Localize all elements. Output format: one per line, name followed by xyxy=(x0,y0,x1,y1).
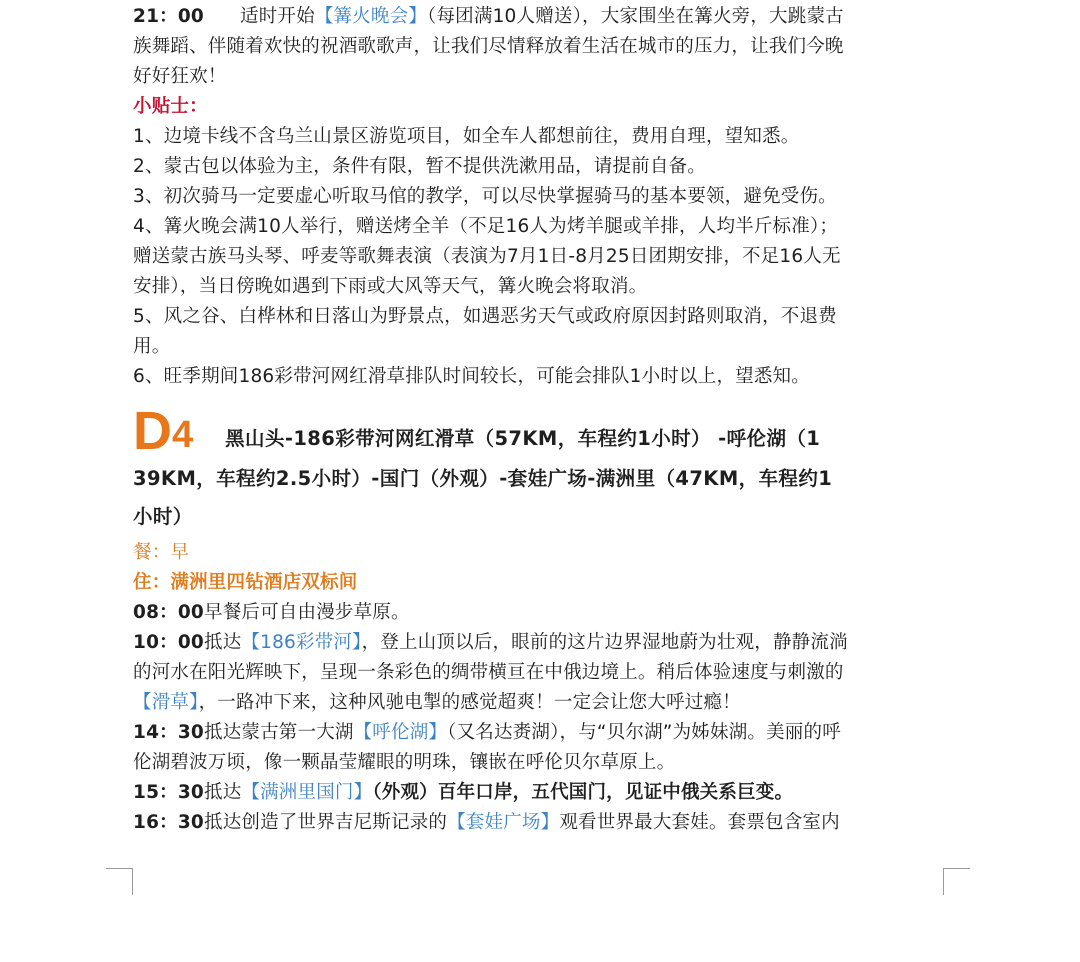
crop-mark-left xyxy=(106,868,133,895)
schedule-text: 抵达 xyxy=(204,782,242,803)
tip-item: 1、边境卡线不含乌兰山景区游览项目，如全车人都想前往，费用自理，望知悉。 xyxy=(133,126,800,147)
tip-item: 用。 xyxy=(133,336,171,357)
schedule-entry xyxy=(133,598,945,628)
day4-header xyxy=(133,401,945,536)
day-tag-letter: D xyxy=(133,401,170,461)
itinerary-page xyxy=(133,0,945,838)
schedule-text: 伦湖碧波万顷，像一颗晶莹耀眼的明珠，镶嵌在呼伦贝尔草原上。 xyxy=(133,752,676,773)
schedule-text: 的河水在阳光辉映下，呈现一条彩色的绸带横亘在中俄边境上。稍后体验速度与刺激的 xyxy=(133,662,844,683)
tip-item: 2、蒙古包以体验为主，条件有限，暂不提供洗漱用品，请提前自备。 xyxy=(133,156,706,177)
schedule-text: 早餐后可自由漫步草原。 xyxy=(204,602,410,623)
schedule-entry xyxy=(133,778,945,808)
schedule-text: 抵达蒙古第一大湖 xyxy=(204,722,354,743)
evening-paragraph xyxy=(133,2,945,92)
meal-info: 餐：早 xyxy=(133,542,190,563)
day4-title-line-2: 39KM，车程约2.5小时）-国门（外观）-套娃广场-满洲里（47KM，车程约1 xyxy=(133,467,833,490)
evening-line-3: 好好狂欢！ xyxy=(133,66,227,87)
day-tag-number: 4 xyxy=(172,414,192,456)
schedule-text: （又名达赉湖），与“贝尔湖”为姊妹湖。美丽的呼 xyxy=(447,722,841,743)
place-guomen: 【满洲里国门】 xyxy=(241,782,373,803)
day4-title-line-3: 小时） xyxy=(133,505,193,528)
schedule-entry xyxy=(133,628,945,658)
schedule-text: 抵达 xyxy=(204,632,242,653)
evening-pre: 适时开始 xyxy=(240,6,315,27)
place-huacao: 【滑草】 xyxy=(133,692,199,713)
bonfire-link: 【篝火晚会】 xyxy=(314,6,428,27)
tips-heading: 小贴士： xyxy=(133,96,208,117)
crop-mark-right xyxy=(943,868,970,895)
schedule-time: 10：00 xyxy=(133,632,204,653)
day-tag xyxy=(133,401,191,461)
tip-item: 3、初次骑马一定要虚心听取马倌的教学，可以尽快掌握骑马的基本要领，避免受伤。 xyxy=(133,186,837,207)
evening-rest: （每团满10人赠送），大家围坐在篝火旁，大跳蒙古 xyxy=(427,6,844,27)
schedule-text: ，一路冲下来，这种风驰电掣的感觉超爽！一定会让您大呼过瘾！ xyxy=(198,692,741,713)
schedule-time: 08：00 xyxy=(133,602,204,623)
day4-schedule xyxy=(133,598,945,838)
tip-item: 6、旺季期间186彩带河网红滑草排队时间较长，可能会排队1小时以上，望悉知。 xyxy=(133,366,810,387)
tip-item: 安排），当日傍晚如遇到下雨或大风等天气，篝火晚会将取消。 xyxy=(133,276,648,297)
schedule-text: （外观）百年口岸，五代国门，见证中俄关系巨变。 xyxy=(372,782,794,803)
schedule-time: 14：30 xyxy=(133,722,204,743)
schedule-text: ，登上山顶以后，眼前的这片边界湿地蔚为壮观，静静流淌 xyxy=(361,632,848,653)
evening-line-2: 族舞蹈、伴随着欢快的祝酒歌歌声，让我们尽情释放着生活在城市的压力，让我们今晚 xyxy=(133,36,844,57)
schedule-time: 15：30 xyxy=(133,782,204,803)
schedule-entry xyxy=(133,808,945,838)
schedule-entry xyxy=(133,688,945,718)
tip-item: 赠送蒙古族马头琴、呼麦等歌舞表演（表演为7月1日-8月25日团期安排，不足16人无 xyxy=(133,246,841,267)
schedule-entry xyxy=(133,718,945,748)
hotel-info: 住：满洲里四钻酒店双标间 xyxy=(133,572,358,593)
place-caidaihe: 【186彩带河】 xyxy=(241,632,362,653)
place-taowa: 【套娃广场】 xyxy=(447,812,560,833)
day4-title-line-1: 黑山头-186彩带河网红滑草（57KM，车程约1小时） -呼伦湖（1 xyxy=(225,427,821,450)
tips-section xyxy=(133,92,945,392)
schedule-text: 抵达创造了世界吉尼斯记录的 xyxy=(204,812,448,833)
schedule-text: 观看世界最大套娃。套票包含室内 xyxy=(559,812,840,833)
evening-time: 21：00 xyxy=(133,6,204,27)
place-hulunhu: 【呼伦湖】 xyxy=(353,722,448,743)
tip-item: 4、篝火晚会满10人举行，赠送烤全羊（不足16人为烤羊腿或羊排，人均半斤标准）； xyxy=(133,216,839,237)
schedule-time: 16：30 xyxy=(133,812,204,833)
tip-item: 5、风之谷、白桦林和日落山为野景点，如遇恶劣天气或政府原因封路则取消，不退费 xyxy=(133,306,837,327)
